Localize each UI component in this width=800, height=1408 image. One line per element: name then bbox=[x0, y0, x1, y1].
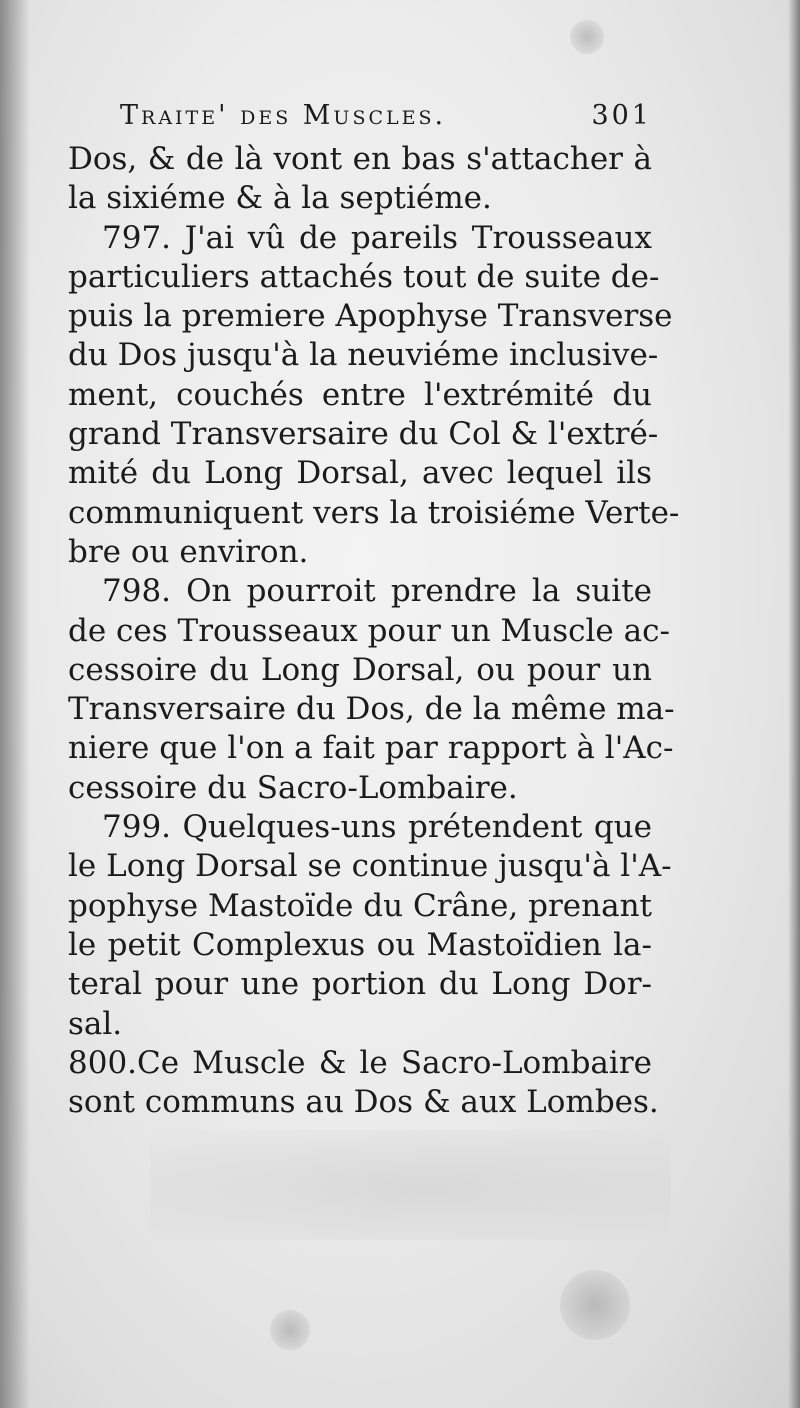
text-line: puis la premiere Apophyse Transverse bbox=[68, 298, 673, 335]
text-lines bbox=[68, 140, 680, 1122]
gutter-shadow bbox=[0, 0, 30, 1408]
text-line: 798. On pourroit prendre la suite bbox=[102, 573, 652, 610]
text-line: le Long Dorsal se continue jusqu'à l'A- bbox=[68, 848, 672, 885]
text-line: le petit Complexus ou Mastoïdien la- bbox=[68, 926, 652, 963]
page-number: 301 bbox=[591, 100, 652, 131]
text-line: sont communs au Dos & aux Lombes. bbox=[68, 1084, 659, 1121]
running-title: Traite' des Muscles. bbox=[120, 100, 447, 131]
text-line: cessoire du Long Dorsal, ou pour un bbox=[68, 651, 652, 688]
text-line: particuliers attachés tout de suite de- bbox=[68, 258, 660, 295]
paper-stain bbox=[560, 1270, 630, 1340]
text-line: la sixiéme & à la septiéme. bbox=[68, 180, 492, 217]
show-through-bleed bbox=[150, 1130, 670, 1240]
text-line: Transversaire du Dos, de la même ma- bbox=[68, 691, 675, 728]
page-text bbox=[68, 96, 680, 1122]
text-line: cessoire du Sacro-Lombaire. bbox=[68, 769, 518, 806]
text-line: ment, couchés entre l'extrémité du bbox=[68, 376, 652, 413]
text-line: teral pour une portion du Long Dor- bbox=[68, 966, 652, 1003]
text-line: pophyse Mastoïde du Crâne, prenant bbox=[68, 887, 652, 924]
running-head bbox=[68, 96, 652, 136]
text-line: de ces Trousseaux pour un Muscle ac- bbox=[68, 612, 670, 649]
text-line: communiquent vers la troisiéme Verte- bbox=[68, 494, 680, 531]
text-line: sal. bbox=[68, 1005, 123, 1042]
text-line: du Dos jusqu'à la neuviéme inclusive- bbox=[68, 337, 659, 374]
text-line: 800.Ce Muscle & le Sacro-Lombaire bbox=[68, 1044, 652, 1081]
text-line: mité du Long Dorsal, avec lequel ils bbox=[68, 455, 652, 492]
text-line: 799. Quelques-uns prétendent que bbox=[102, 809, 652, 846]
text-line: bre ou environ. bbox=[68, 533, 309, 570]
paper-stain bbox=[270, 1310, 310, 1350]
text-line: grand Transversaire du Col & l'extré- bbox=[68, 416, 659, 453]
text-line: 797. J'ai vû de pareils Trousseaux bbox=[102, 219, 652, 256]
page-edge-shadow bbox=[788, 0, 800, 1408]
text-line: niere que l'on a fait par rapport à l'Ac- bbox=[68, 730, 674, 767]
text-line: Dos, & de là vont en bas s'attacher à bbox=[68, 141, 652, 177]
paper-stain bbox=[570, 20, 604, 54]
